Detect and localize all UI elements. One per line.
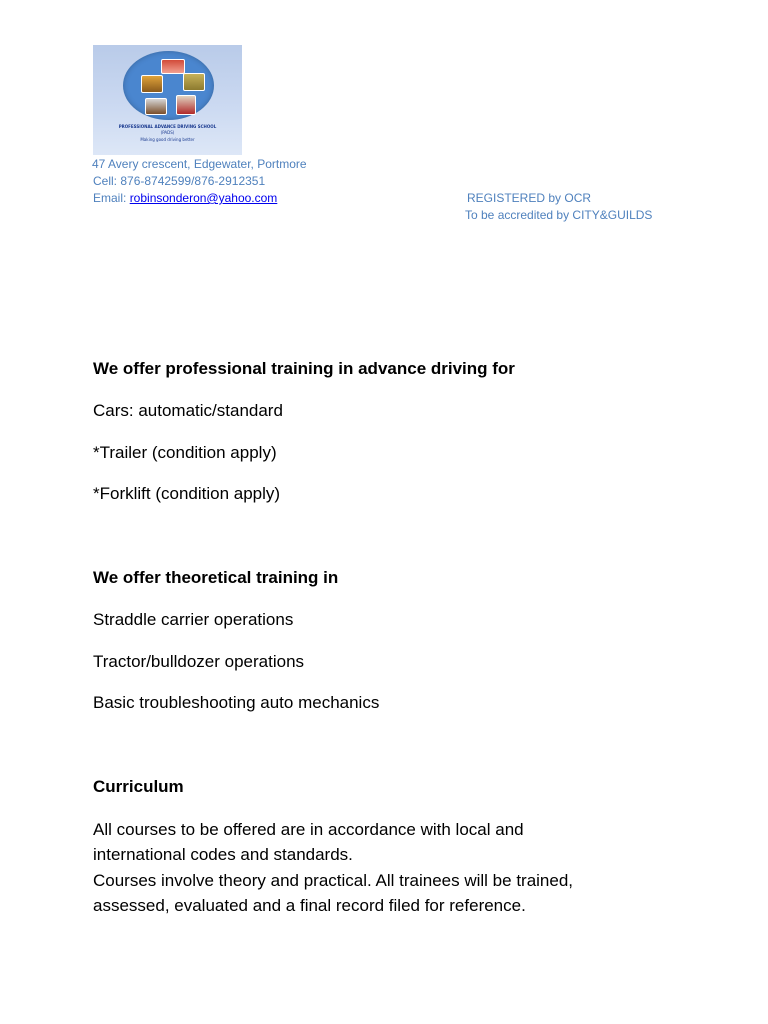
accreditation-line: To be accredited by CITY&GUILDS [465, 208, 653, 222]
theoretical-item: Straddle carrier operations [93, 610, 294, 629]
logo-school-name: PROFESSIONAL ADVANCE DRIVING SCHOOL [118, 124, 217, 129]
curriculum-heading: Curriculum [93, 777, 184, 796]
logo-photo-truck [145, 98, 167, 115]
logo-photo-car [161, 59, 185, 74]
email-line [93, 191, 277, 205]
email-link[interactable]: robinsonderon@yahoo.com [129, 191, 278, 205]
practical-item: *Trailer (condition apply) [93, 443, 277, 462]
email-label: Email: [93, 191, 130, 205]
curriculum-paragraph: Courses involve theory and practical. All trainees will be trained, assessed, evaluated and a final record filed for reference. [93, 871, 574, 915]
practical-item: *Forklift (condition apply) [93, 484, 281, 503]
logo-slogan: Making good driving better [140, 137, 195, 142]
school-logo [93, 45, 242, 155]
theoretical-item: Tractor/bulldozer operations [93, 652, 305, 671]
registered-line: REGISTERED by OCR [467, 191, 592, 205]
practical-item: Cars: automatic/standard [93, 401, 283, 420]
cell-line: Cell: 876-8742599/876-2912351 [93, 174, 266, 188]
curriculum-paragraph: All courses to be offered are in accordance with local and international codes and standards. [93, 820, 524, 864]
theoretical-heading: We offer theoretical training in [93, 568, 339, 587]
theoretical-item: Basic troubleshooting auto mechanics [93, 693, 380, 712]
logo-photo-trainee [176, 95, 196, 115]
address-line: 47 Avery crescent, Edgewater, Portmore [92, 157, 307, 171]
logo-photo-forklift [141, 75, 163, 93]
logo-school-acronym: (PADS) [160, 130, 175, 135]
practical-heading: We offer professional training in advance driving for [93, 359, 515, 378]
logo-emblem [123, 51, 214, 120]
logo-photo-tractor [183, 73, 205, 91]
